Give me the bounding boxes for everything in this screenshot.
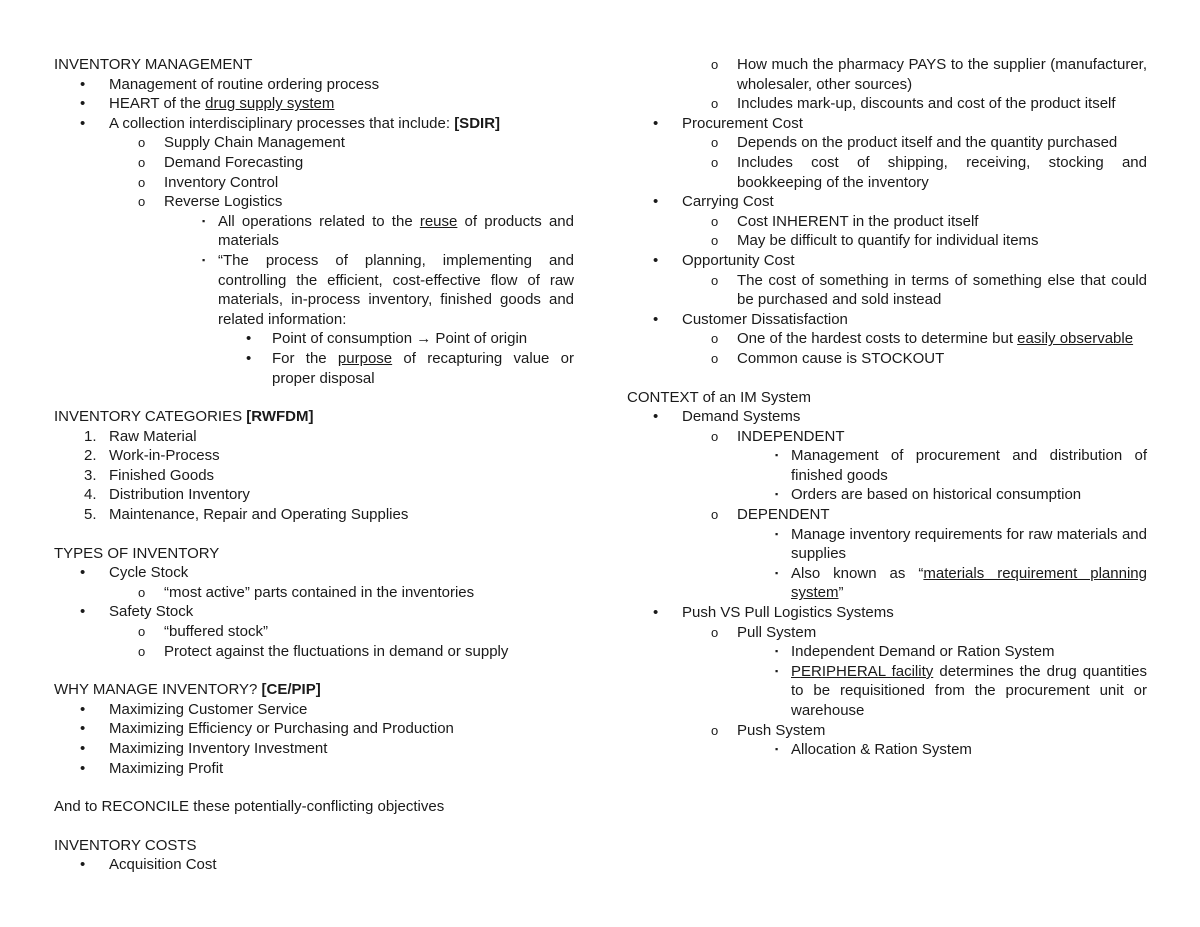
square-marker: ▪ bbox=[202, 254, 206, 265]
bullet-marker: • bbox=[80, 700, 86, 718]
bullet-marker: • bbox=[80, 856, 86, 874]
circle-marker: o bbox=[711, 428, 719, 444]
list-item: 2. Work-in-Process bbox=[84, 447, 220, 465]
bullet-marker: • bbox=[653, 310, 659, 328]
mnemonic: [CE/PIP] bbox=[261, 681, 321, 699]
list-item: • Procurement Cost bbox=[653, 114, 803, 132]
circle-marker: o bbox=[711, 507, 719, 523]
right-column bbox=[627, 55, 1147, 760]
list-item: • Maximizing Profit bbox=[80, 759, 224, 777]
list-item: • Opportunity Cost bbox=[653, 251, 795, 269]
list-item: • Maximizing Efficiency or Purchasing and Production bbox=[80, 720, 454, 738]
list-item: o Reverse Logistics bbox=[138, 193, 283, 211]
list-item: ▪ Also known as “materials requirement planning system” bbox=[775, 564, 1147, 602]
mnemonic: [RWFDM] bbox=[246, 408, 314, 426]
square-marker: ▪ bbox=[775, 450, 779, 461]
arrow-right-icon: → bbox=[416, 330, 432, 348]
circle-marker: o bbox=[711, 722, 719, 738]
reconcile-text: And to RECONCILE these potentially-conflicting objectives bbox=[54, 798, 445, 816]
list-item: • Maximizing Inventory Investment bbox=[80, 740, 328, 757]
list-item: 5. Maintenance, Repair and Operating Supplies bbox=[84, 506, 409, 524]
list-item: • Cycle Stock bbox=[80, 564, 189, 582]
square-marker: ▪ bbox=[775, 665, 779, 676]
list-item: o DEPENDENT bbox=[711, 506, 830, 524]
bullet-marker: • bbox=[653, 604, 659, 622]
list-item: • Demand Systems bbox=[653, 408, 801, 426]
circle-marker: o bbox=[138, 154, 146, 170]
list-item: • Point of consumption → Point of origin bbox=[246, 330, 528, 348]
circle-marker: o bbox=[711, 57, 719, 72]
square-marker: ▪ bbox=[775, 567, 779, 578]
circle-marker: o bbox=[711, 272, 719, 288]
list-item: • Management of routine ordering process bbox=[80, 75, 380, 93]
list-item: o Depends on the product itself and the quantity purchased bbox=[711, 134, 1118, 152]
bullet-marker: • bbox=[80, 95, 86, 113]
circle-marker: o bbox=[711, 154, 719, 170]
bullet-marker: • bbox=[246, 349, 252, 367]
list-item: o INDEPENDENT bbox=[711, 427, 845, 445]
circle-marker: o bbox=[138, 584, 146, 600]
list-item: ▪ Allocation & Ration System bbox=[775, 741, 972, 759]
bullet-marker: • bbox=[653, 114, 659, 132]
bullet-marker: • bbox=[653, 408, 659, 426]
list-item: o One of the hardest costs to determine but easily observable bbox=[711, 330, 1134, 348]
list-item: ▪ All operations related to the reuse of products and materials bbox=[202, 212, 574, 250]
list-item: o Push System bbox=[711, 721, 826, 739]
bullet-marker: • bbox=[80, 759, 86, 777]
list-item: ▪ PERIPHERAL facility determines the drug quantities to be requisitioned from the procurement unit or warehouse bbox=[775, 662, 1147, 719]
bullet-marker: • bbox=[246, 330, 252, 348]
square-marker: ▪ bbox=[775, 528, 779, 539]
list-item: o Protect against the fluctuations in demand or supply bbox=[138, 642, 509, 660]
bullet-marker: • bbox=[80, 75, 86, 93]
list-item: o Pull System bbox=[711, 623, 817, 641]
list-item: • Safety Stock bbox=[80, 603, 194, 621]
list-item: 1. Raw Material bbox=[84, 427, 197, 445]
list-number: 2. bbox=[84, 447, 97, 465]
list-item: ▪ Manage inventory requirements for raw materials and supplies bbox=[775, 525, 1147, 563]
list-item: ▪ “The process of planning, implementing and controlling the efficient, cost-effective flow of raw materials, in-process inventory, finished goods and related information: bbox=[202, 251, 574, 328]
list-item: o The cost of something in terms of something else that could be purchased and sold instead bbox=[711, 271, 1147, 309]
bullet-marker: • bbox=[80, 720, 86, 738]
square-marker: ▪ bbox=[202, 215, 206, 226]
list-item: o Supply Chain Management bbox=[138, 134, 345, 152]
circle-marker: o bbox=[711, 624, 719, 640]
square-marker: ▪ bbox=[775, 744, 779, 755]
bullet-marker: • bbox=[80, 114, 86, 132]
circle-marker: o bbox=[138, 643, 146, 659]
section-heading-context: CONTEXT of an IM System bbox=[627, 388, 811, 406]
circle-marker: o bbox=[711, 135, 719, 151]
square-marker: ▪ bbox=[775, 489, 779, 500]
list-item: o May be difficult to quantify for individual items bbox=[711, 232, 1039, 250]
bullet-marker: • bbox=[653, 193, 659, 211]
square-marker: ▪ bbox=[775, 646, 779, 657]
list-item: ▪ Management of procurement and distribution of finished goods bbox=[775, 447, 1147, 484]
section-heading-why-manage: WHY MANAGE INVENTORY? [CE/PIP] bbox=[54, 681, 321, 699]
section-heading-types-of-inventory: TYPES OF INVENTORY bbox=[54, 544, 220, 562]
bullet-marker: • bbox=[80, 740, 86, 757]
bullet-marker: • bbox=[80, 564, 86, 582]
section-heading-inventory-categories: INVENTORY CATEGORIES [RWFDM] bbox=[54, 408, 314, 426]
list-item: o Common cause is STOCKOUT bbox=[711, 349, 945, 367]
underlined-term: PERIPHERAL facility bbox=[791, 662, 934, 680]
mnemonic: [SDIR] bbox=[454, 114, 501, 132]
list-number: 4. bbox=[84, 486, 97, 504]
list-item: • Carrying Cost bbox=[653, 193, 774, 211]
circle-marker: o bbox=[138, 624, 146, 640]
circle-marker: o bbox=[711, 233, 719, 249]
list-item: • Maximizing Customer Service bbox=[80, 700, 308, 718]
list-item: o Includes cost of shipping, receiving, stocking and bookkeeping of the inventory bbox=[711, 153, 1147, 191]
list-item: o Demand Forecasting bbox=[138, 153, 304, 171]
bullet-marker: • bbox=[653, 251, 659, 269]
left-column bbox=[54, 55, 574, 875]
list-item: o Includes mark-up, discounts and cost of the product itself bbox=[711, 95, 1116, 113]
list-number: 1. bbox=[84, 427, 97, 445]
underlined-term: reuse bbox=[419, 212, 458, 230]
underlined-term: purpose bbox=[337, 349, 393, 367]
list-item: 4. Distribution Inventory bbox=[84, 486, 250, 504]
bullet-marker: • bbox=[80, 603, 86, 621]
list-item: 3. Finished Goods bbox=[84, 466, 215, 484]
list-item: • Push VS Pull Logistics Systems bbox=[653, 604, 894, 622]
underlined-term: drug supply system bbox=[205, 95, 335, 113]
circle-marker: o bbox=[711, 213, 719, 229]
list-item: • For the purpose of recapturing value or proper disposal bbox=[246, 349, 575, 387]
list-number: 5. bbox=[84, 506, 97, 524]
list-item: • Customer Dissatisfaction bbox=[653, 310, 848, 328]
list-item: • A collection interdisciplinary processes that include: [SDIR] bbox=[80, 114, 501, 132]
section-heading-inventory-management: INVENTORY MANAGEMENT bbox=[54, 56, 253, 73]
list-item: o “buffered stock” bbox=[138, 623, 268, 641]
list-item: • HEART of the drug supply system bbox=[80, 95, 335, 113]
section-heading-inventory-costs: INVENTORY COSTS bbox=[54, 836, 197, 854]
circle-marker: o bbox=[711, 331, 719, 347]
underlined-term: materials requirement planning system bbox=[791, 564, 1147, 602]
list-item: o How much the pharmacy PAYS to the supplier (manufacturer, wholesaler, other sources) bbox=[711, 56, 1147, 93]
circle-marker: o bbox=[138, 194, 146, 210]
list-number: 3. bbox=[84, 466, 97, 484]
circle-marker: o bbox=[711, 350, 719, 366]
circle-marker: o bbox=[138, 174, 146, 190]
circle-marker: o bbox=[138, 135, 146, 151]
list-item: o Inventory Control bbox=[138, 173, 279, 191]
list-item: • Acquisition Cost bbox=[80, 856, 217, 874]
list-item: ▪ Orders are based on historical consumption bbox=[775, 486, 1082, 504]
list-item: o “most active” parts contained in the inventories bbox=[138, 583, 475, 601]
list-item: ▪ Independent Demand or Ration System bbox=[775, 643, 1055, 661]
underlined-term: easily observable bbox=[1017, 330, 1134, 348]
list-item: o Cost INHERENT in the product itself bbox=[711, 212, 979, 230]
circle-marker: o bbox=[711, 96, 719, 112]
